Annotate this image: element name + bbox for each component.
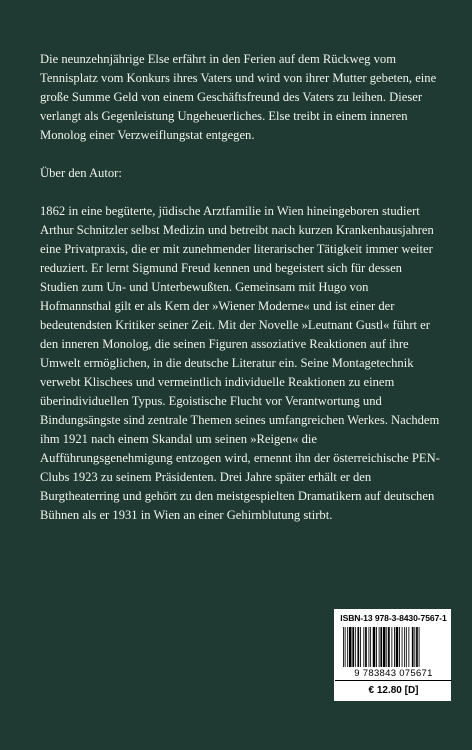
barcode-bar (386, 627, 387, 667)
barcode-image (343, 627, 444, 667)
barcode-bar (412, 627, 414, 667)
barcode-bar (388, 627, 390, 667)
barcode-bar (345, 627, 346, 667)
barcode-bar (357, 627, 359, 667)
barcode-bar (391, 627, 392, 667)
barcode-bar (419, 627, 420, 667)
barcode-bar (355, 627, 356, 667)
barcode-bar (394, 627, 395, 667)
barcode-bar (369, 627, 370, 667)
barcode-bar (376, 627, 377, 667)
author-heading: Über den Autor: (40, 166, 122, 180)
barcode-bar (402, 627, 403, 667)
barcode-bar (399, 627, 400, 667)
barcode-bar (352, 627, 354, 667)
price-divider (335, 680, 452, 681)
barcode-bar (379, 627, 380, 667)
barcode-bar (349, 627, 352, 667)
barcode-bar (343, 627, 344, 667)
barcode-bar (404, 627, 405, 667)
barcode-bar (408, 627, 409, 667)
summary-paragraph: Die neunzehnjährige Else erfährt in den Ferien auf dem Rückweg vom Tennisplatz vom Konkurs ihres Vaters und wird von ihrer Mutter gebeten, eine große Summe Geld von einem Geschäftsfreund des Vaters zu leihen. Dieser verlangt als Gegenleistung Ungeheuerliches. Else treibt in einem inneren Monolog einer Verzweiflungstat entgegen. (40, 52, 437, 142)
barcode-bar (380, 627, 382, 667)
author-biography: 1862 in eine begüterte, jüdische Arztfamilie in Wien hineingeboren studiert Arthur Schnitzler selbst Medizin und betreibt nach kurzen Krankenhausjahren eine Privatpraxis, die er mit zunehmender literarischer Tätigkeit immer weiter reduziert. Er lernt Sigmund Freud kennen und begeistert sich für dessen Studien zum Un- und Unterbewußten. Gemeinsam mit Hugo von Hofmannsthal gilt er als Kern der »Wiener Moderne« und ist einer der bedeutendsten Kritiker seiner Zeit. Mit der Novelle »Leutnant Gustl« führt er den inneren Monolog, die seinen Figuren assoziative Reaktionen auf ihre Umwelt ermöglichen, in die deutsche Literatur ein. Seine Montagetechnik verwebt Klischees und vermeintlich individuelle Reaktionen zu einem überindividuellen Typus. Egoistische Flucht vor Verantwortung und Bindungsängste sind zentrale Themen seines umfangreichen Werkes. Nachdem ihm 1921 nach einem Skandal um seinen »Reigen« die Aufführungsgenehmigung entzogen wird, ernennt ihn der österreichische PEN-Clubs 1923 zu seinem Präsidenten. Drei Jahre später erhält er den Burgtheaterring und gehört zu den meistgespielten Dramatikern auf deutschen Bühnen als er 1931 in Wien an einer Gehirnblutung stirbt. (40, 204, 440, 522)
barcode-bar (365, 627, 367, 667)
barcode-bar (406, 627, 407, 667)
isbn-text: ISBN-13 978-3-8430-7567-1 (340, 613, 447, 623)
price-text: € 12.80 [D] (368, 685, 419, 696)
barcode-bar (416, 627, 418, 667)
barcode-bar (347, 627, 348, 667)
barcode-digits: 9 783843 075671 (354, 668, 433, 679)
barcode-bar (363, 627, 364, 667)
barcode-label (334, 609, 451, 701)
barcode-bar (360, 627, 361, 667)
barcode-bar (383, 627, 386, 667)
barcode-bar (373, 627, 376, 667)
blurb-text (40, 50, 442, 544)
barcode-bar (370, 627, 371, 667)
barcode-bar (396, 627, 399, 667)
barcode-bar (414, 627, 415, 667)
